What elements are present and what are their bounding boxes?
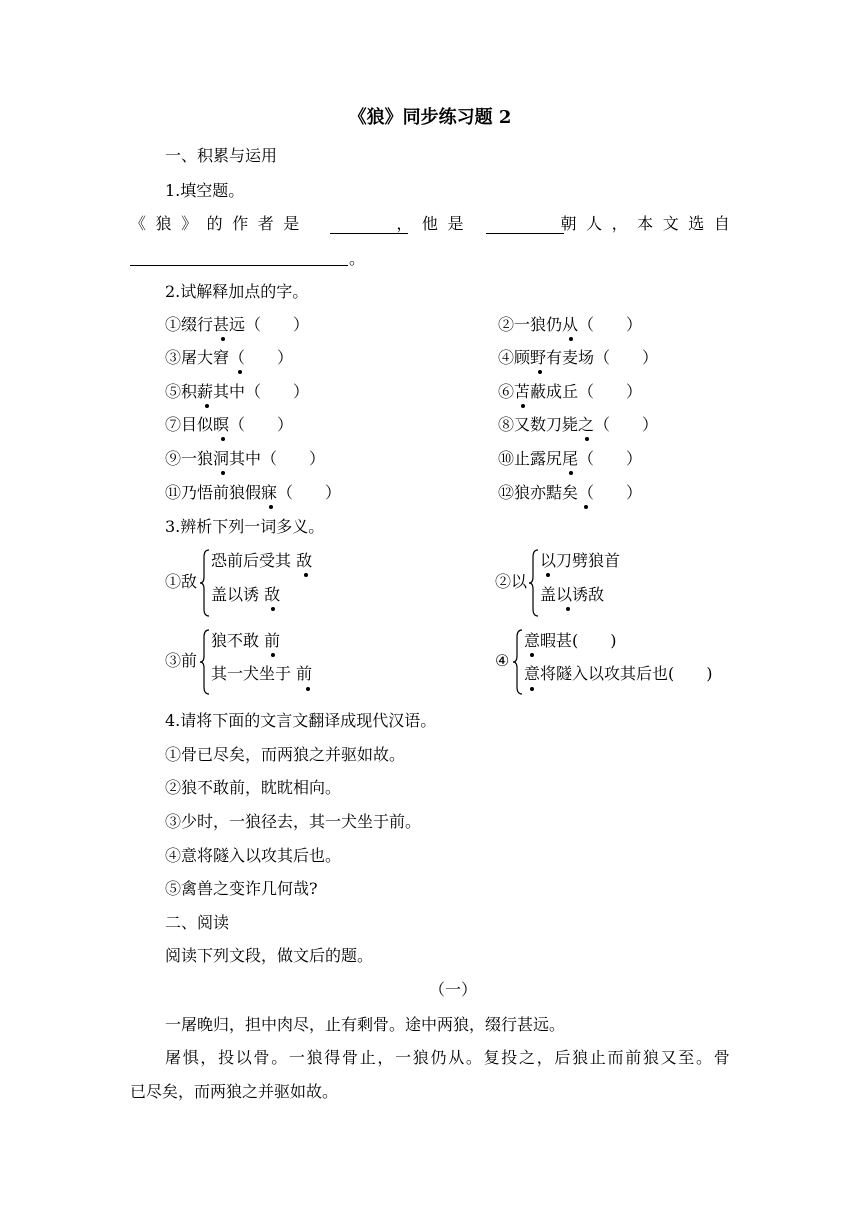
emphasis-dot bbox=[530, 653, 534, 657]
translation-item: ④意将隧入以攻其后也。 bbox=[165, 846, 342, 865]
reading-instruction: 阅读下列文段，做文后的题。 bbox=[165, 946, 374, 965]
emphasis-dot bbox=[238, 370, 242, 374]
emphasis-dot bbox=[221, 337, 225, 341]
emphasis-dot bbox=[584, 505, 588, 509]
q2-item: ⑦目似瞑（ ） bbox=[165, 415, 294, 434]
q1-char: 本 bbox=[637, 214, 654, 233]
polysemy-line: 狼不敢 前 bbox=[211, 631, 281, 650]
q2-item: ①缀行甚远（ ） bbox=[165, 315, 310, 334]
question-3-label: 3.辨析下列一词多义。 bbox=[165, 517, 325, 536]
brace-icon bbox=[512, 629, 524, 695]
q2-item: ⑥苫蔽成丘（ ） bbox=[498, 382, 643, 401]
emphasis-dot bbox=[306, 687, 310, 691]
polysemy-line: 意将隧入以攻其后也( ) bbox=[524, 664, 713, 683]
blank-dynasty[interactable] bbox=[473, 214, 551, 234]
emphasis-dot bbox=[221, 437, 225, 441]
page-title: 《狼》同步练习题 2 bbox=[348, 107, 512, 128]
q2-item: ⑫狼亦黠矣（ ） bbox=[498, 483, 643, 502]
emphasis-dot bbox=[221, 471, 225, 475]
polysemy-head: ①敌 bbox=[165, 572, 198, 591]
q1-char: 朝 bbox=[560, 214, 577, 233]
passage-paragraph-cont: 已尽矣，而两狼之并驱如故。 bbox=[130, 1082, 339, 1101]
emphasis-dot bbox=[521, 404, 525, 408]
q1-char: 《 bbox=[130, 214, 147, 233]
brace-icon bbox=[199, 549, 211, 617]
polysemy-line: 以刀劈狼首 bbox=[540, 551, 621, 570]
emphasis-dot bbox=[530, 687, 534, 691]
q2-item: ③屠大窘（ ） bbox=[165, 348, 294, 367]
section-heading-2: 二、阅读 bbox=[165, 913, 230, 932]
emphasis-dot bbox=[546, 573, 550, 577]
polysemy-head: ②以 bbox=[495, 572, 528, 591]
q1-end-mark: 。 bbox=[349, 249, 366, 268]
polysemy-line: 恐前后受其 敌 bbox=[211, 551, 313, 570]
q2-item: ④顾野有麦场（ ） bbox=[498, 348, 659, 367]
q2-item: ⑪乃悟前狼假寐（ ） bbox=[165, 483, 342, 502]
q1-char: 者 bbox=[257, 214, 274, 233]
q1-char: 文 bbox=[662, 214, 679, 233]
q1-char: 选 bbox=[688, 214, 705, 233]
q1-char: 作 bbox=[232, 214, 249, 233]
q1-char: 他 bbox=[421, 214, 438, 233]
blank-underline-dynasty bbox=[486, 233, 564, 234]
question-1-label: 1.填空题。 bbox=[165, 181, 245, 200]
q1-char: 的 bbox=[206, 214, 223, 233]
translation-item: ⑤禽兽之变诈几何哉? bbox=[165, 879, 318, 898]
q1-char: 狼 bbox=[155, 214, 172, 233]
polysemy-line: 盖以诱敌 bbox=[540, 585, 605, 604]
q2-item: ⑤积薪其中（ ） bbox=[165, 382, 310, 401]
passage-paragraph: 一屠晚归，担中肉尽，止有剩骨。途中两狼，缀行甚远。 bbox=[165, 1015, 566, 1034]
polysemy-line: 意暇甚( ) bbox=[524, 631, 617, 650]
emphasis-dot bbox=[566, 607, 570, 611]
brace-icon bbox=[199, 629, 211, 695]
blank-author[interactable] bbox=[309, 214, 387, 234]
polysemy-line: 其一犬坐于 前 bbox=[211, 664, 313, 683]
q1-char: 》 bbox=[181, 214, 198, 233]
question-2-label: 2.试解释加点的字。 bbox=[165, 282, 309, 301]
blank-underline-author bbox=[330, 233, 408, 234]
emphasis-dot bbox=[569, 471, 573, 475]
q1-char: 是 bbox=[283, 214, 300, 233]
polysemy-line: 盖以诱 敌 bbox=[211, 585, 281, 604]
passage-part-label: （一） bbox=[429, 980, 478, 999]
emphasis-dot bbox=[569, 337, 573, 341]
q1-char: 自 bbox=[713, 214, 730, 233]
emphasis-dot bbox=[271, 607, 275, 611]
emphasis-dot bbox=[538, 370, 542, 374]
q1-char: ， bbox=[611, 214, 628, 233]
translation-item: ②狼不敢前，眈眈相向。 bbox=[165, 778, 342, 797]
translation-item: ③少时，一狼径去，其一犬坐于前。 bbox=[165, 812, 422, 831]
passage-paragraph: 屠惧，投以骨。一狼得骨止，一狼仍从。复投之，后狼止而前狼又至。骨 bbox=[165, 1048, 732, 1067]
question-1-line bbox=[130, 214, 730, 234]
emphasis-dot bbox=[271, 653, 275, 657]
emphasis-dot bbox=[269, 505, 273, 509]
question-4-label: 4.请将下面的文言文翻译成现代汉语。 bbox=[165, 711, 437, 730]
q1-char: 是 bbox=[447, 214, 464, 233]
section-heading-1: 一、积累与运用 bbox=[165, 146, 278, 165]
emphasis-dot bbox=[585, 437, 589, 441]
brace-icon bbox=[528, 549, 540, 617]
q2-item: ⑧又数刀毙之（ ） bbox=[498, 415, 659, 434]
polysemy-head: ③前 bbox=[165, 651, 198, 670]
emphasis-dot bbox=[304, 573, 308, 577]
polysemy-head: ④ bbox=[495, 651, 510, 670]
emphasis-dot bbox=[205, 404, 209, 408]
translation-item: ①骨已尽矣，而两狼之并驱如故。 bbox=[165, 745, 406, 764]
blank-underline-source[interactable] bbox=[130, 265, 348, 266]
q2-item: ②一狼仍从（ ） bbox=[498, 315, 643, 334]
q2-item: ⑨一狼洞其中（ ） bbox=[165, 449, 326, 468]
q1-char: ， bbox=[396, 214, 413, 233]
q1-char: 人 bbox=[586, 214, 603, 233]
q2-item: ⑩止露尻尾（ ） bbox=[498, 449, 643, 468]
